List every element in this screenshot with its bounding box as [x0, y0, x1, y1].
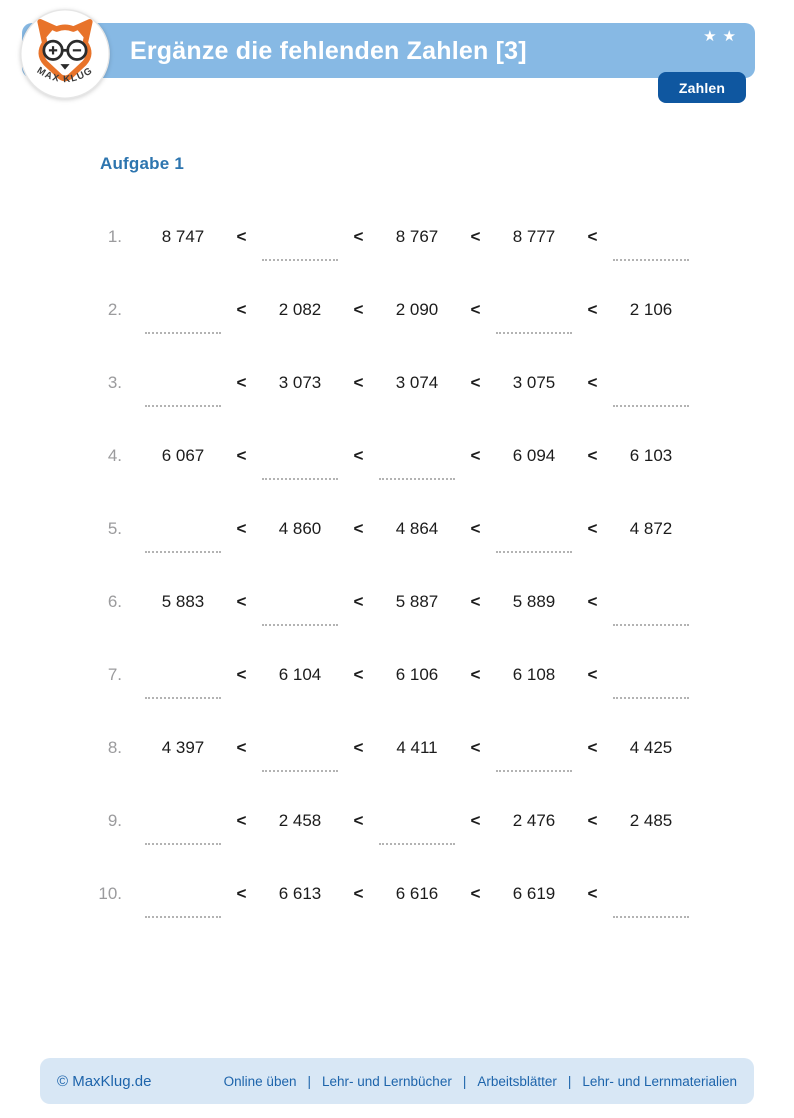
copyright-text: © MaxKlug.de [57, 1072, 152, 1090]
less-than-sign: < [236, 810, 247, 830]
less-than-sign: < [470, 299, 481, 319]
number-value: 3 074 [395, 372, 439, 392]
less-than-sign: < [353, 664, 364, 684]
footer-link[interactable]: Lehr- und Lernmaterialien [582, 1073, 737, 1089]
answer-blank[interactable] [255, 736, 345, 760]
number-value: 6 094 [512, 445, 556, 465]
less-than-sign: < [353, 226, 364, 246]
less-than-sign: < [353, 737, 364, 757]
less-than-sign: < [470, 226, 481, 246]
sequence-row [92, 419, 732, 492]
less-than-sign: < [236, 883, 247, 903]
sequence-row [92, 784, 732, 857]
task-heading: Aufgabe 1 [100, 154, 184, 173]
less-than-sign: < [470, 445, 481, 465]
sequence-row [92, 346, 732, 419]
number-value: 6 103 [629, 445, 673, 465]
number-value: 2 458 [278, 810, 322, 830]
footer-link-divider: | [567, 1073, 572, 1089]
footer-bar [40, 1058, 754, 1104]
less-than-sign: < [353, 518, 364, 538]
number-value: 6 067 [161, 445, 205, 465]
star-icon: ★ [722, 28, 742, 45]
less-than-sign: < [236, 445, 247, 465]
less-than-sign: < [236, 518, 247, 538]
number-value: 5 887 [395, 591, 439, 611]
answer-blank[interactable] [138, 371, 228, 395]
answer-blank[interactable] [489, 298, 579, 322]
answer-blank[interactable] [606, 371, 696, 395]
fox-with-glasses-icon [19, 8, 111, 100]
number-value: 6 619 [512, 883, 556, 903]
less-than-sign: < [470, 591, 481, 611]
number-value: 5 889 [512, 591, 556, 611]
number-value: 4 425 [629, 737, 673, 757]
sequence-row [92, 565, 732, 638]
row-number: 3. [107, 372, 122, 392]
row-number: 4. [107, 445, 122, 465]
number-value: 2 476 [512, 810, 556, 830]
number-value: 6 616 [395, 883, 439, 903]
answer-blank[interactable] [489, 736, 579, 760]
number-value: 2 485 [629, 810, 673, 830]
footer-links [224, 1074, 737, 1089]
less-than-sign: < [587, 810, 598, 830]
answer-blank[interactable] [255, 225, 345, 249]
star-icon: ★ [703, 28, 723, 45]
footer-link[interactable]: Arbeitsblätter [477, 1073, 557, 1089]
footer-link[interactable]: Lehr- und Lernbücher [321, 1073, 452, 1089]
answer-blank[interactable] [606, 882, 696, 906]
less-than-sign: < [236, 664, 247, 684]
row-number: 1. [107, 226, 122, 246]
answer-blank[interactable] [138, 517, 228, 541]
sequence-row [92, 273, 732, 346]
number-value: 4 864 [395, 518, 439, 538]
sequence-row [92, 857, 732, 930]
row-number: 6. [107, 591, 122, 611]
number-value: 5 883 [161, 591, 205, 611]
less-than-sign: < [587, 883, 598, 903]
less-than-sign: < [236, 299, 247, 319]
number-value: 2 090 [395, 299, 439, 319]
number-value: 6 104 [278, 664, 322, 684]
less-than-sign: < [353, 591, 364, 611]
number-value: 4 397 [161, 737, 205, 757]
footer-link[interactable]: Online üben [223, 1073, 297, 1089]
less-than-sign: < [353, 810, 364, 830]
less-than-sign: < [353, 372, 364, 392]
number-value: 6 108 [512, 664, 556, 684]
less-than-sign: < [470, 737, 481, 757]
less-than-sign: < [236, 372, 247, 392]
less-than-sign: < [587, 664, 598, 684]
less-than-sign: < [587, 737, 598, 757]
topic-badge[interactable]: Zahlen [658, 72, 746, 103]
footer-link-divider: | [307, 1073, 311, 1089]
number-value: 2 082 [278, 299, 322, 319]
sequence-row [92, 492, 732, 565]
number-value: 8 747 [161, 226, 205, 246]
less-than-sign: < [587, 518, 598, 538]
logo-brand-text: MAX KLUG [34, 65, 96, 86]
row-number: 5. [107, 518, 122, 538]
number-value: 4 411 [396, 737, 438, 757]
less-than-sign: < [470, 810, 481, 830]
less-than-sign: < [470, 664, 481, 684]
answer-blank[interactable] [489, 517, 579, 541]
number-value: 6 106 [395, 664, 439, 684]
answer-blank[interactable] [138, 298, 228, 322]
answer-blank[interactable] [255, 444, 345, 468]
row-number: 2. [107, 299, 122, 319]
number-value: 4 860 [278, 518, 322, 538]
less-than-sign: < [470, 883, 481, 903]
row-number: 9. [107, 810, 122, 830]
less-than-sign: < [470, 372, 481, 392]
page-title: Ergänze die fehlenden Zahlen [3] [130, 37, 527, 65]
answer-blank[interactable] [606, 663, 696, 687]
less-than-sign: < [587, 445, 598, 465]
less-than-sign: < [587, 299, 598, 319]
answer-blank[interactable] [372, 444, 462, 468]
footer-link-divider: | [462, 1073, 467, 1089]
number-value: 8 767 [395, 226, 439, 246]
answer-blank[interactable] [138, 809, 228, 833]
answer-blank[interactable] [372, 809, 462, 833]
header-bar [22, 23, 755, 78]
answer-blank[interactable] [255, 590, 345, 614]
answer-blank[interactable] [606, 590, 696, 614]
row-number: 7. [107, 664, 122, 684]
less-than-sign: < [470, 518, 481, 538]
less-than-sign: < [353, 883, 364, 903]
less-than-sign: < [587, 591, 598, 611]
less-than-sign: < [587, 226, 598, 246]
number-value: 4 872 [629, 518, 673, 538]
answer-blank[interactable] [138, 663, 228, 687]
number-value: 3 075 [512, 372, 556, 392]
sequence-row [92, 638, 732, 711]
number-value: 6 613 [278, 883, 322, 903]
sequence-row [92, 200, 732, 273]
less-than-sign: < [587, 372, 598, 392]
difficulty-stars [703, 26, 742, 48]
maxklug-logo [19, 8, 111, 100]
less-than-sign: < [236, 737, 247, 757]
row-number: 8. [107, 737, 122, 757]
row-number: 10. [98, 883, 122, 903]
number-value: 8 777 [512, 226, 556, 246]
less-than-sign: < [236, 226, 247, 246]
less-than-sign: < [353, 445, 364, 465]
number-value: 2 106 [629, 299, 673, 319]
number-value: 3 073 [278, 372, 322, 392]
answer-blank[interactable] [606, 225, 696, 249]
sequence-row [92, 711, 732, 784]
less-than-sign: < [353, 299, 364, 319]
answer-blank[interactable] [138, 882, 228, 906]
less-than-sign: < [236, 591, 247, 611]
worksheet-rows [92, 200, 732, 930]
